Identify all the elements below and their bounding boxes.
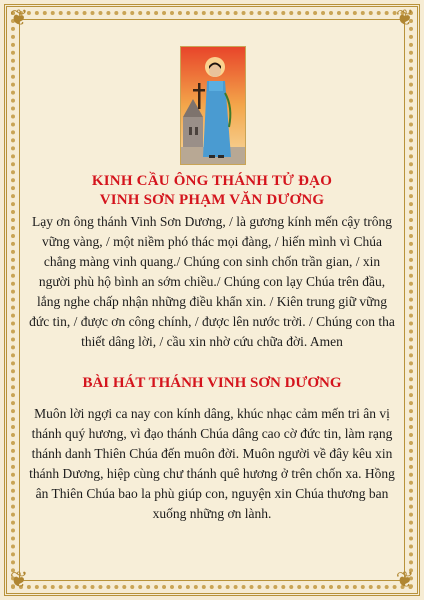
ornament-corner-icon: ❦	[395, 6, 415, 31]
song-lyrics: Muôn lời ngợi ca nay con kính dâng, khúc nhạc cảm mến tri ân vị thánh quý hương, vì đạo thánh Chúa dâng cao cờ đức tin, làm rạng thánh danh Thiên Chúa đến muôn đời. Muôn người về đây kêu xin thánh Dương, hiệp cùng chư thánh quê hương ở trên chốn xa. Hồng ân Thiên Chúa bao la phù giúp con, nguyện xin Chúa thương ban xuống những ơn lành.	[29, 406, 395, 521]
saint-portrait-image	[180, 46, 246, 165]
prayer-title	[30, 172, 394, 210]
ornament-corner-icon: ❦	[395, 568, 415, 593]
prayer-title-line1: KINH CẦU ÔNG THÁNH TỬ ĐẠO	[91, 173, 333, 189]
song-title: BÀI HÁT THÁNH VINH SƠN DƯƠNG	[82, 375, 342, 391]
ornament-corner-icon: ❦	[9, 568, 29, 593]
ornament-corner-icon: ❦	[9, 6, 29, 31]
prayer-text: Lạy ơn ông thánh Vinh Sơn Dương, / là gương kính mến cậy trông vững vàng, / một niềm phó thác mọi đàng, / hiến mình vì Chúa chẳng màng vinh quang./ Chúng con sinh chốn trần gian, / xin người phù hộ bình an sớm chiều./ Chúng con lạy Chúa trên đầu, lắng nghe chấp nhận những điều khẩn xin. / Kiên trung giữ vững đức tin, / được ơn công chính, / được lên nước trời. / Chúng con tha thiết dâng lời, / cầu xin nhờ cứu chữa đời. Amen	[29, 214, 395, 349]
prayer-title-line2: VINH SƠN PHẠM VĂN DƯƠNG	[99, 192, 325, 208]
